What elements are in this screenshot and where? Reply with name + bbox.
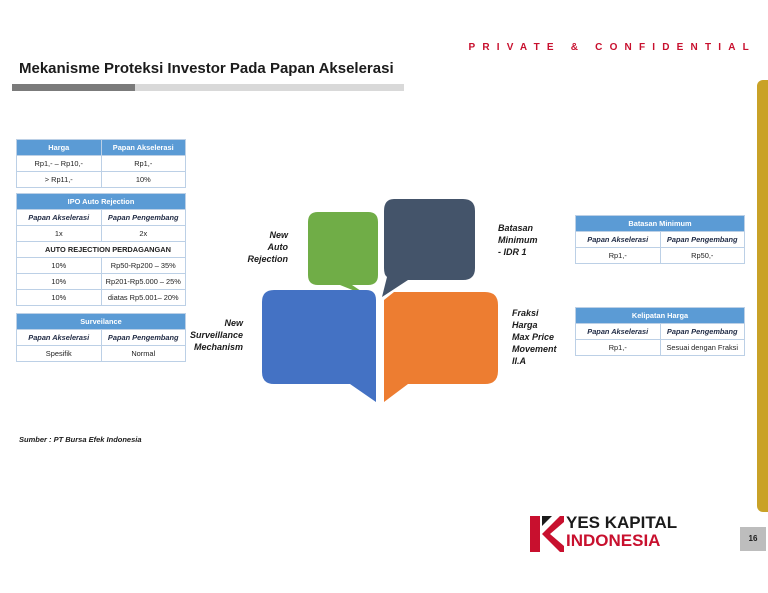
table-cell: Rp1,- – Rp10,-: [17, 156, 102, 172]
batasan-subheader-0: Papan Akselerasi: [576, 232, 661, 248]
auto-rejection-bubble: [308, 212, 378, 297]
table-cell: Rp1,-: [576, 340, 661, 356]
source-note: Sumber : PT Bursa Efek Indonesia: [19, 435, 142, 444]
table-cell: Normal: [101, 346, 186, 362]
page-title: Mekanisme Proteksi Investor Pada Papan Akselerasi: [19, 60, 394, 77]
ipo-subheader-0: Papan Akselerasi: [17, 210, 102, 226]
batasan-table-title: Batasan Minimum: [576, 216, 745, 232]
table-cell: > Rp11,-: [17, 172, 102, 188]
harga-header-0: Harga: [17, 140, 102, 156]
table-cell: Spesifik: [17, 346, 102, 362]
ipo-table-title: IPO Auto Rejection: [17, 194, 186, 210]
ipo-subheader-1: Papan Pengembang: [101, 210, 186, 226]
table-cell: 2x: [101, 226, 186, 242]
harga-header-1: Papan Akselerasi: [101, 140, 186, 156]
kelipatan-table-title: Kelipatan Harga: [576, 308, 745, 324]
logo-mark-icon: [530, 516, 564, 552]
table-cell: Rp50-Rp200 – 35%: [101, 258, 186, 274]
surveillance-bubble: [262, 290, 376, 402]
surveillance-subheader-1: Papan Pengembang: [101, 330, 186, 346]
batasan-subheader-1: Papan Pengembang: [660, 232, 745, 248]
table-cell: 1x: [17, 226, 102, 242]
fraksi-bubble: [384, 292, 498, 402]
table-cell: diatas Rp5.001– 20%: [101, 290, 186, 306]
confidential-label: PRIVATE & CONFIDENTIAL: [468, 42, 756, 53]
logo-text-line1: YES KAPITAL: [566, 513, 678, 532]
page-number: 16: [740, 527, 766, 551]
logo-text-line2: INDONESIA: [566, 531, 661, 550]
table-cell: Rp1,-: [101, 156, 186, 172]
kelipatan-subheader-0: Papan Akselerasi: [576, 324, 661, 340]
table-cell: 10%: [17, 290, 102, 306]
surveillance-label: New Surveillance Mechanism: [189, 318, 243, 352]
batasan-minimum-bubble: [382, 199, 475, 297]
table-cell: 10%: [101, 172, 186, 188]
surveillance-subheader-0: Papan Akselerasi: [17, 330, 102, 346]
surveillance-table-title: Surveilance: [17, 314, 186, 330]
table-cell: Rp50,-: [660, 248, 745, 264]
table-cell: 10%: [17, 258, 102, 274]
table-cell: Sesuai dengan Fraksi: [660, 340, 745, 356]
batasan-minimum-label: Batasan Minimum - IDR 1: [498, 223, 538, 257]
auto-rejection-section-label: AUTO REJECTION PERDAGANGAN: [17, 242, 186, 258]
fraksi-label: Fraksi Harga Max Price Movement II.A: [512, 308, 557, 366]
table-cell: Rp201-Rp5.000 – 25%: [101, 274, 186, 290]
auto-rejection-label: New Auto Rejection: [247, 230, 288, 264]
company-logo: [530, 514, 700, 554]
table-cell: 10%: [17, 274, 102, 290]
kelipatan-subheader-1: Papan Pengembang: [660, 324, 745, 340]
table-cell: Rp1,-: [576, 248, 661, 264]
